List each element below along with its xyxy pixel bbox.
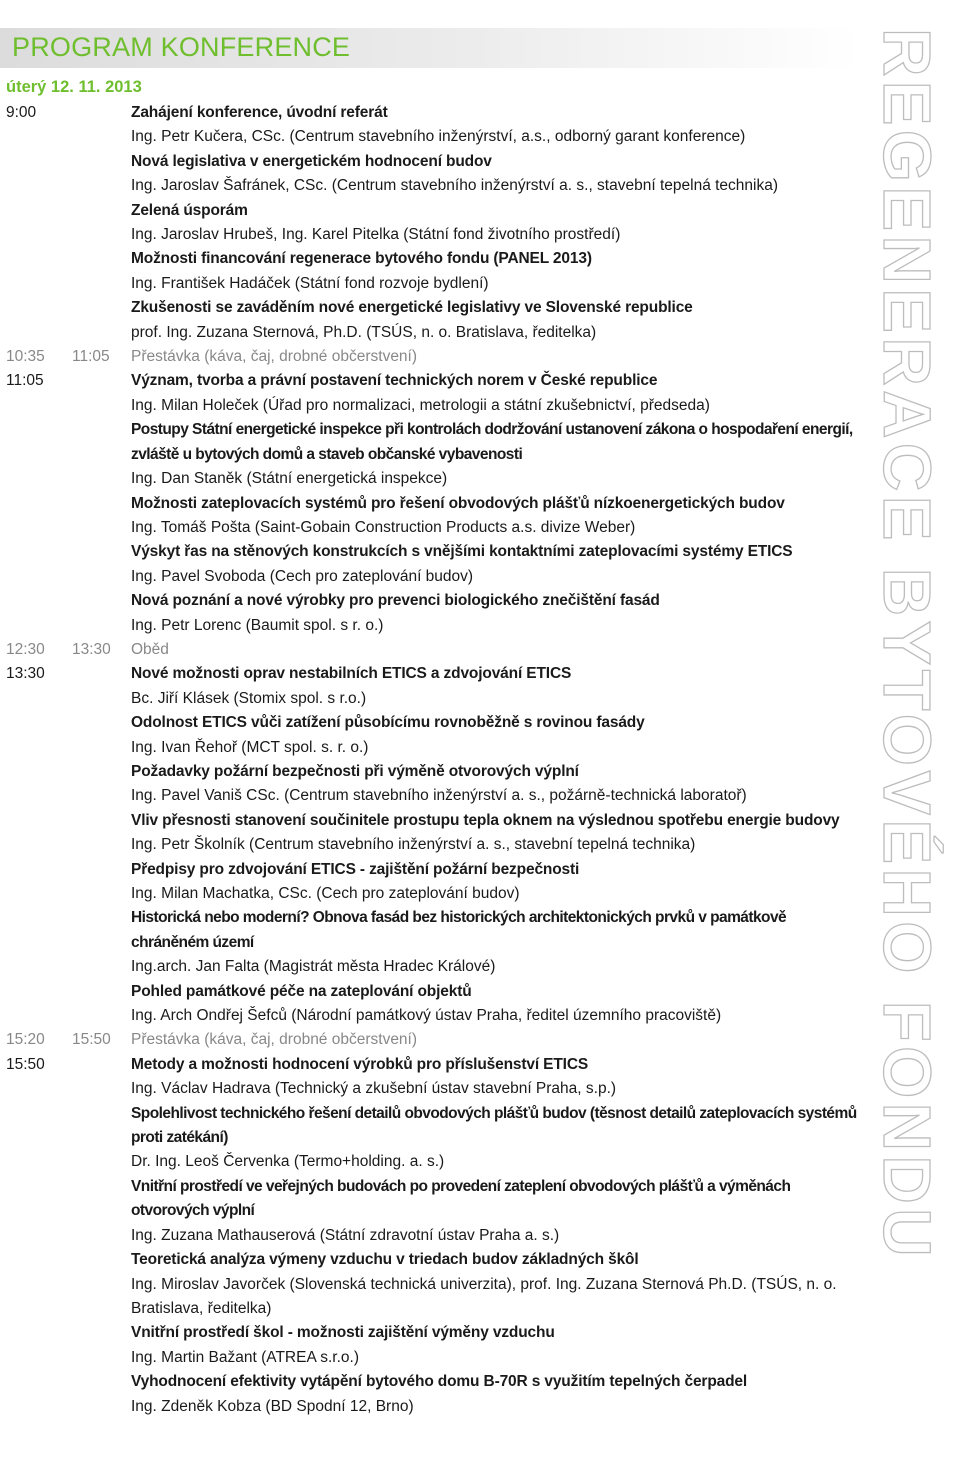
talk-title: Možnosti zateplovacích systémů pro řešení obvodových plášťů nízkoenergetických budov — [131, 494, 785, 512]
talk-title: Nová poznání a nové výrobky pro prevenci biologického znečištění fasád — [131, 592, 660, 610]
talk-title: Postupy Státní energetické inspekce při kontrolách dodržování ustanovení zákona o hospodaření energií, zvláště u bytových domů a staveb občanské vybavenosti — [131, 421, 853, 463]
speaker-line: Ing. Tomáš Pošta (Saint-Gobain Construction Products a.s. divize Weber) — [131, 518, 636, 536]
block-content — [131, 638, 858, 662]
schedule-block — [6, 662, 858, 1028]
speaker-line: Ing. Miroslav Javorček (Slovenská technická univerzita), prof. Ing. Zuzana Sternová Ph.D. (TSÚS, n. o. Bratislava, ředitelka) — [131, 1275, 837, 1317]
speaker-line: Ing. Jaroslav Šafránek, CSc. (Centrum stavebního inženýrství a. s., stavební tepelná technika) — [131, 177, 779, 195]
talk-title: Význam, tvorba a právní postavení technických norem v České republice — [131, 372, 658, 390]
talk-title: Vnitřní prostředí ve veřejných budovách po provedení zateplení obvodových plášťů a výměnách otvorových výplní — [131, 1177, 791, 1220]
start-time: 13:30 — [6, 665, 45, 683]
break-label: Oběd — [131, 640, 169, 658]
speaker-line: Ing. Milan Machatka, CSc. (Cech pro zateplování budov) — [131, 885, 520, 902]
start-time: 15:50 — [6, 1055, 45, 1073]
speaker-line: Ing. Dan Staněk (Státní energetická inspekce) — [131, 470, 448, 488]
break-label: Přestávka (káva, čaj, drobné občerstvení) — [131, 1031, 418, 1049]
block-content — [131, 1028, 858, 1052]
end-time: 13:30 — [72, 640, 111, 658]
speaker-line: Dr. Ing. Leoš Červenka (Termo+holding. a. s.) — [131, 1153, 445, 1171]
block-content — [131, 1053, 858, 1419]
talk-title: Historická nebo moderní? Obnova fasád bez historických architektonických prvků v památkově chráněném území — [131, 909, 787, 951]
speaker-line: Ing. Ivan Řehoř (MCT spol. s. r. o.) — [131, 738, 369, 756]
speaker-line: prof. Ing. Zuzana Sternová, Ph.D. (TSÚS, n. o. Bratislava, ředitelka) — [131, 323, 597, 341]
talk-title: Vnitřní prostředí škol - možnosti zajištění výměny vzduchu — [131, 1324, 555, 1342]
start-time: 12:30 — [6, 640, 45, 658]
speaker-line: Ing. Zdeněk Kobza (BD Spodní 12, Brno) — [131, 1397, 414, 1415]
speaker-line: Ing. Petr Školník (Centrum stavebního inženýrství a. s., stavební tepelná technika) — [131, 836, 696, 854]
talk-title: Spolehlivost technického řešení detailů obvodových plášťů budov (těsnost detailů zateplovacích systémů proti zatékání) — [131, 1104, 857, 1147]
talk-title: Teoretická analýza výmeny vzduchu v triedach budov základných škôl — [131, 1251, 639, 1269]
talk-title: Nová legislativa v energetickém hodnocení budov — [131, 152, 492, 170]
speaker-line: Ing. Milan Holeček (Úřad pro normalizaci, metrologii a státní zkušebnictví, předseda) — [131, 396, 710, 414]
schedule-block — [6, 101, 858, 345]
talk-title: Zelená úsporám — [131, 201, 248, 219]
talk-title: Zkušenosti se zaváděním nové energetické legislativy ve Slovenské republice — [131, 299, 693, 317]
talk-title: Zahájení konference, úvodní referát — [131, 104, 388, 121]
break-label: Přestávka (káva, čaj, drobné občerstvení) — [131, 348, 418, 366]
start-time: 10:35 — [6, 348, 45, 366]
schedule-break — [6, 345, 858, 369]
speaker-line: Ing.arch. Jan Falta (Magistrát města Hradec Králové) — [131, 958, 496, 976]
end-time: 15:50 — [72, 1031, 111, 1049]
schedule-break — [6, 638, 858, 662]
talk-title: Pohled památkové péče na zateplování objektů — [131, 982, 472, 1000]
speaker-line: Ing. František Hadáček (Státní fond rozvoje bydlení) — [131, 274, 489, 292]
start-time: 9:00 — [6, 104, 37, 121]
speaker-line: Bc. Jiří Klásek (Stomix spol. s r.o.) — [131, 689, 367, 707]
talk-title: Možnosti financování regenerace bytového fondu (PANEL 2013) — [131, 250, 592, 268]
block-content — [131, 101, 858, 345]
schedule-block — [6, 1053, 858, 1419]
talk-title: Výskyt řas na stěnových konstrukcích s vnějšími kontaktními zateplovacími systémy ETICS — [131, 543, 793, 561]
speaker-line: Ing. Arch Ondřej Šefců (Národní památkový ústav Praha, ředitel územního pracoviště) — [131, 1007, 722, 1025]
talk-title: Vliv přesnosti stanovení součinitele prostupu tepla oknem na výslednou spotřebu energie budovy — [131, 811, 840, 829]
end-time: 11:05 — [72, 348, 110, 366]
conference-date: úterý 12. 11. 2013 — [6, 78, 142, 96]
speaker-line: Ing. Pavel Svoboda (Cech pro zateplování budov) — [131, 567, 474, 585]
talk-title: Odolnost ETICS vůči zatížení působícímu rovnoběžně s rovinou fasády — [131, 714, 645, 732]
speaker-line: Ing. Petr Lorenc (Baumit spol. s r. o.) — [131, 616, 384, 634]
block-content — [131, 369, 858, 637]
talk-title: Metody a možnosti hodnocení výrobků pro příslušenství ETICS — [131, 1055, 589, 1073]
speaker-line: Ing. Pavel Vaniš CSc. (Centrum stavebního inženýrství a. s., požárně-technická laboratoř) — [131, 787, 747, 805]
schedule-break — [6, 1028, 858, 1052]
start-time: 15:20 — [6, 1031, 45, 1049]
side-title: REGENERACE BYTOVÉHO FONDU — [869, 28, 944, 1262]
schedule-block — [6, 369, 858, 637]
block-content — [131, 662, 858, 1028]
speaker-line: Ing. Martin Bažant (ATREA s.r.o.) — [131, 1348, 359, 1366]
speaker-line: Ing. Václav Hadrava (Technický a zkušební ústav stavební Praha, s.p.) — [131, 1080, 617, 1098]
schedule — [6, 101, 858, 1419]
talk-title: Nové možnosti oprav nestabilních ETICS a zdvojování ETICS — [131, 665, 572, 683]
block-content — [131, 345, 858, 369]
speaker-line: Ing. Zuzana Mathauserová (Státní zdravotní ústav Praha a. s.) — [131, 1226, 560, 1244]
start-time: 11:05 — [6, 372, 44, 390]
talk-title: Požadavky požární bezpečnosti při výměně otvorových výplní — [131, 762, 579, 780]
talk-title: Předpisy pro zdvojování ETICS - zajištění požární bezpečnosti — [131, 860, 580, 878]
speaker-line: Ing. Jaroslav Hrubeš, Ing. Karel Pitelka (Státní fond životního prostředí) — [131, 226, 621, 244]
program-title: PROGRAM KONFERENCE — [12, 32, 351, 62]
speaker-line: Ing. Petr Kučera, CSc. (Centrum stavebního inženýrství, a.s., odborný garant konference) — [131, 128, 746, 146]
talk-title: Vyhodnocení efektivity vytápění bytového domu B-70R s využitím tepelných čerpadel — [131, 1373, 748, 1391]
